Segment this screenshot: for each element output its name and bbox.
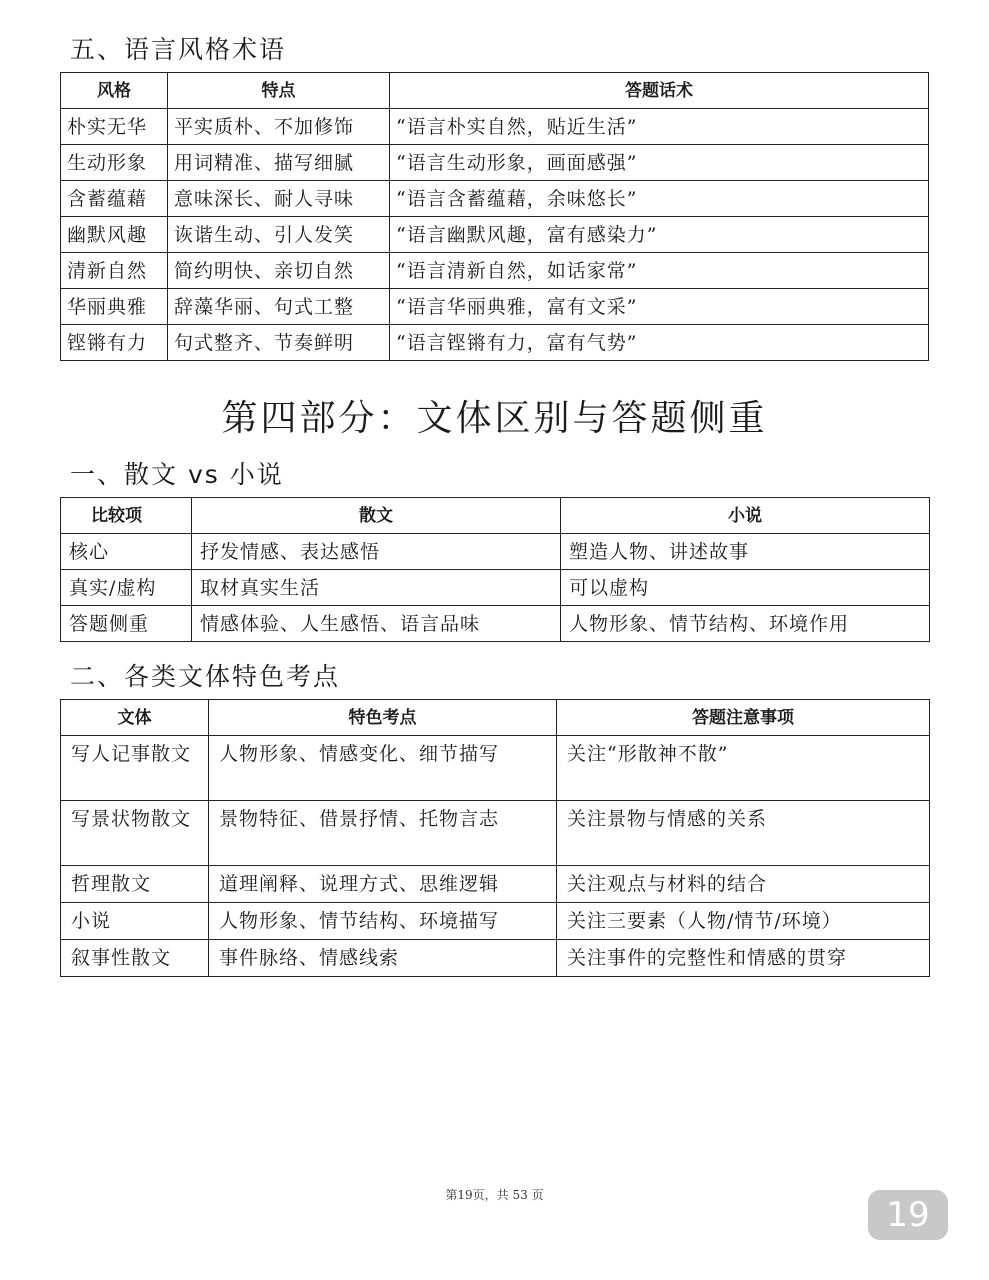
table-cell: 关注观点与材料的结合 xyxy=(557,866,930,903)
table-cell: 真实/虚构 xyxy=(61,570,192,606)
table-row xyxy=(61,606,930,642)
table-row xyxy=(61,145,929,181)
table-cell: 抒发情感、表达感悟 xyxy=(192,534,561,570)
table-cell: 小说 xyxy=(61,903,209,940)
table-row xyxy=(61,801,930,866)
table-cell: 关注“形散神不散” xyxy=(557,736,930,801)
table-cell: 取材真实生活 xyxy=(192,570,561,606)
table-cell: 朴实无华 xyxy=(61,109,168,145)
table-cell: “语言华丽典雅，富有文采” xyxy=(390,289,929,325)
table-cell: 意味深长、耐人寻味 xyxy=(168,181,390,217)
column-header: 特点 xyxy=(168,73,390,109)
table-row xyxy=(61,181,929,217)
table-cell: 生动形象 xyxy=(61,145,168,181)
table-row xyxy=(61,253,929,289)
column-header: 风格 xyxy=(61,73,168,109)
part-title: 第四部分：文体区别与答题侧重 xyxy=(221,398,768,439)
table-row xyxy=(61,940,930,977)
table-cell: 人物形象、情节结构、环境作用 xyxy=(561,606,930,642)
table-cell: 人物形象、情感变化、细节描写 xyxy=(209,736,557,801)
table-header-row xyxy=(61,73,929,109)
table-cell: 华丽典雅 xyxy=(61,289,168,325)
table-cell: “语言朴实自然，贴近生活” xyxy=(390,109,929,145)
table-cell: 写人记事散文 xyxy=(61,736,209,801)
table-cell: 事件脉络、情感线索 xyxy=(209,940,557,977)
table-row xyxy=(61,570,930,606)
table-cell: 含蓄蕴藉 xyxy=(61,181,168,217)
table-header-row xyxy=(61,700,930,736)
section-heading-genre-features: 二、各类文体特色考点 xyxy=(70,662,341,691)
page-number-badge: 19 xyxy=(868,1190,948,1240)
section-heading-language-style: 五、语言风格术语 xyxy=(70,35,287,64)
table-cell: 辞藻华丽、句式工整 xyxy=(168,289,390,325)
section-heading-prose-vs-fiction: 一、散文 vs 小说 xyxy=(70,460,284,489)
table-cell: 关注事件的完整性和情感的贯穿 xyxy=(557,940,930,977)
table-cell: 景物特征、借景抒情、托物言志 xyxy=(209,801,557,866)
column-header: 比较项 xyxy=(61,498,192,534)
table-cell: 诙谐生动、引人发笑 xyxy=(168,217,390,253)
column-header: 小说 xyxy=(561,498,930,534)
table-cell: 人物形象、情节结构、环境描写 xyxy=(209,903,557,940)
table-cell: “语言清新自然，如话家常” xyxy=(390,253,929,289)
genre-features-table xyxy=(60,699,930,977)
table-cell: 可以虚构 xyxy=(561,570,930,606)
table-row xyxy=(61,109,929,145)
table-cell: 叙事性散文 xyxy=(61,940,209,977)
table-cell: “语言生动形象，画面感强” xyxy=(390,145,929,181)
table-row xyxy=(61,534,930,570)
table-cell: “语言幽默风趣，富有感染力” xyxy=(390,217,929,253)
table-cell: 句式整齐、节奏鲜明 xyxy=(168,325,390,361)
table-header-row xyxy=(61,498,930,534)
table-cell: 写景状物散文 xyxy=(61,801,209,866)
column-header: 特色考点 xyxy=(209,700,557,736)
table-cell: 用词精准、描写细腻 xyxy=(168,145,390,181)
table-cell: 情感体验、人生感悟、语言品味 xyxy=(192,606,561,642)
column-header: 答题话术 xyxy=(390,73,929,109)
table-cell: 平实质朴、不加修饰 xyxy=(168,109,390,145)
table-row xyxy=(61,903,930,940)
table-row xyxy=(61,217,929,253)
table-row xyxy=(61,866,930,903)
table-cell: 关注景物与情感的关系 xyxy=(557,801,930,866)
table-cell: “语言含蓄蕴藉，余味悠长” xyxy=(390,181,929,217)
table-row xyxy=(61,325,929,361)
table-cell: 核心 xyxy=(61,534,192,570)
language-style-table xyxy=(60,72,929,361)
table-row xyxy=(61,289,929,325)
table-cell: 清新自然 xyxy=(61,253,168,289)
table-cell: 简约明快、亲切自然 xyxy=(168,253,390,289)
column-header: 答题注意事项 xyxy=(557,700,930,736)
table-row xyxy=(61,736,930,801)
table-cell: 哲理散文 xyxy=(61,866,209,903)
prose-vs-fiction-table xyxy=(60,497,930,642)
table-cell: 塑造人物、讲述故事 xyxy=(561,534,930,570)
table-cell: 道理阐释、说理方式、思维逻辑 xyxy=(209,866,557,903)
table-cell: 幽默风趣 xyxy=(61,217,168,253)
column-header: 文体 xyxy=(61,700,209,736)
table-cell: “语言铿锵有力，富有气势” xyxy=(390,325,929,361)
table-cell: 答题侧重 xyxy=(61,606,192,642)
table-cell: 铿锵有力 xyxy=(61,325,168,361)
table-cell: 关注三要素（人物/情节/环境） xyxy=(557,903,930,940)
page-footer: 第19页，共 53 页 xyxy=(445,1188,544,1202)
column-header: 散文 xyxy=(192,498,561,534)
